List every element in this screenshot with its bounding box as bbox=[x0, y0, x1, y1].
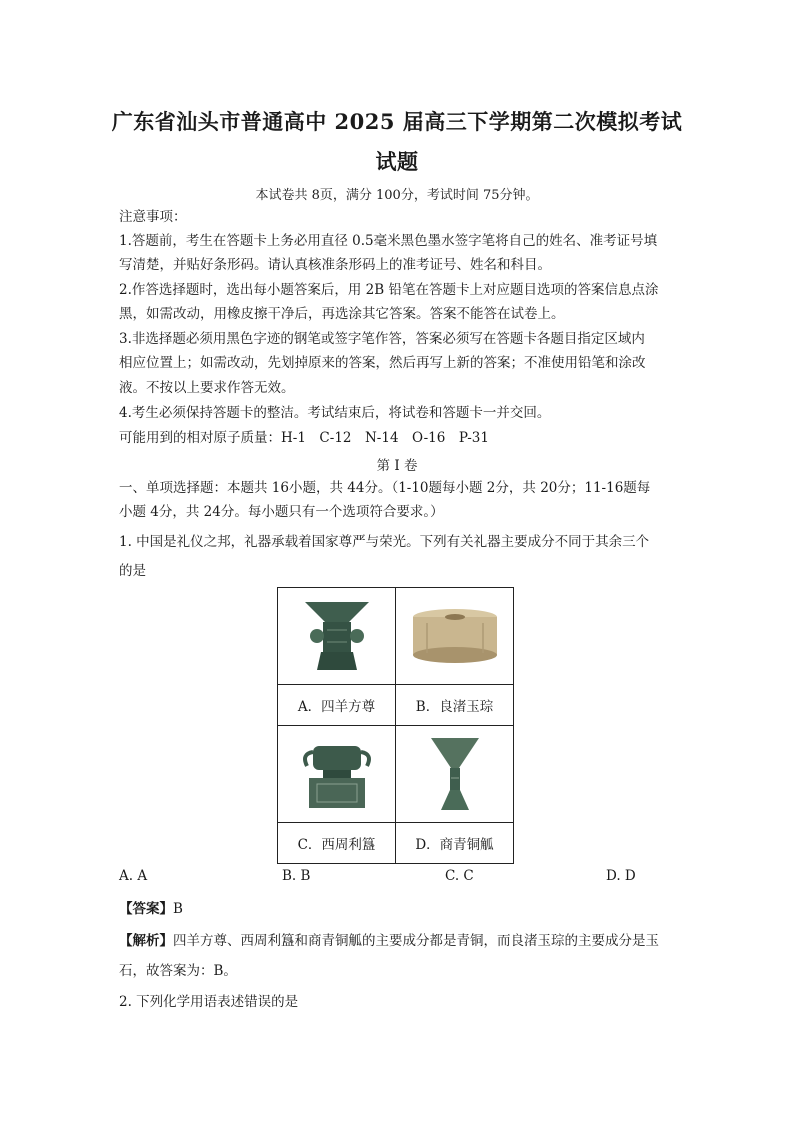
option-c-label: C．西周利簋 bbox=[278, 823, 396, 864]
bronze-gui-image bbox=[295, 734, 379, 814]
notice-4: 4.考生必须保持答题卡的整洁。考试结束后，将试卷和答题卡一并交回。 bbox=[119, 405, 551, 421]
notice-3a: 3.非选择题必须用黑色字迹的钢笔或签字笔作答，答案必须写在答题卡各题目指定区域内 bbox=[119, 331, 645, 347]
atomic-mass: 可能用到的相对原子质量：H-1 C-12 N-14 O-16 P-31 bbox=[119, 430, 489, 446]
bronze-gu-image bbox=[425, 734, 485, 814]
notice-3c: 液。不按以上要求作答无效。 bbox=[119, 380, 295, 396]
analysis-text-a: 四羊方尊、西周利簋和商青铜觚的主要成分都是青铜，而良渚玉琮的主要成分是玉 bbox=[173, 933, 659, 949]
answer-line bbox=[119, 897, 679, 921]
option-a-label: A．四羊方尊 bbox=[278, 685, 396, 726]
answer-label: 【答案】 bbox=[119, 901, 173, 917]
section-1-instructions-b: 小题 4分，共 24分。每小题只有一个选项符合要求。） bbox=[119, 504, 444, 520]
option-d-image-cell bbox=[396, 726, 514, 823]
option-c-image-cell bbox=[278, 726, 396, 823]
notice-heading: 注意事项： bbox=[119, 209, 187, 225]
choice-a: A. A bbox=[119, 868, 148, 884]
question-1-stem-b: 的是 bbox=[119, 563, 146, 579]
notice-1a: 1.答题前，考生在答题卡上务必用直径 0.5毫米黑色墨水签字笔将自己的姓名、准考证号填 bbox=[119, 233, 658, 249]
option-b-label: B．良渚玉琮 bbox=[396, 685, 514, 726]
notice-1b: 写清楚，并贴好条形码。请认真核准条形码上的准考证号、姓名和科目。 bbox=[119, 257, 551, 273]
choice-d: D. D bbox=[606, 868, 636, 884]
volume-heading: 第 I 卷 bbox=[376, 458, 418, 474]
notice-2b: 黑，如需改动，用橡皮擦干净后，再选涂其它答案。答案不能答在试卷上。 bbox=[119, 306, 565, 322]
jade-cong-image bbox=[407, 605, 503, 667]
exam-title: 广东省汕头市普通高中 2025 届高三下学期第二次模拟考试 bbox=[111, 109, 683, 134]
exam-meta: 本试卷共 8页，满分 100分，考试时间 75分钟。 bbox=[255, 188, 539, 203]
analysis-line-a bbox=[119, 929, 679, 953]
question-1-options-table bbox=[277, 587, 514, 864]
exam-title-cont: 试题 bbox=[375, 149, 419, 174]
option-b-image-cell bbox=[396, 588, 514, 685]
bronze-zun-image bbox=[297, 596, 377, 676]
analysis-line-b: 石，故答案为：B。 bbox=[119, 963, 237, 979]
question-1-stem-a: 1. 中国是礼仪之邦，礼器承载着国家尊严与荣光。下列有关礼器主要成分不同于其余三个 bbox=[119, 534, 650, 550]
option-a-image-cell bbox=[278, 588, 396, 685]
option-d-label: D．商青铜觚 bbox=[396, 823, 514, 864]
section-1-instructions-a: 一、单项选择题：本题共 16小题，共 44分。（1-10题每小题 2分，共 20分；11-16题每 bbox=[119, 480, 651, 496]
analysis-label: 【解析】 bbox=[119, 933, 173, 949]
answer-value: B bbox=[173, 901, 183, 917]
choice-c: C. C bbox=[445, 868, 474, 884]
notice-2a: 2.作答选择题时，选出每小题答案后，用 2B 铅笔在答题卡上对应题目选项的答案信息点涂 bbox=[119, 282, 659, 298]
choice-b: B. B bbox=[282, 868, 311, 884]
question-2-stem: 2. 下列化学用语表述错误的是 bbox=[119, 994, 299, 1010]
notice-3b: 相应位置上；如需改动，先划掉原来的答案，然后再写上新的答案；不准使用铅笔和涂改 bbox=[119, 355, 646, 371]
